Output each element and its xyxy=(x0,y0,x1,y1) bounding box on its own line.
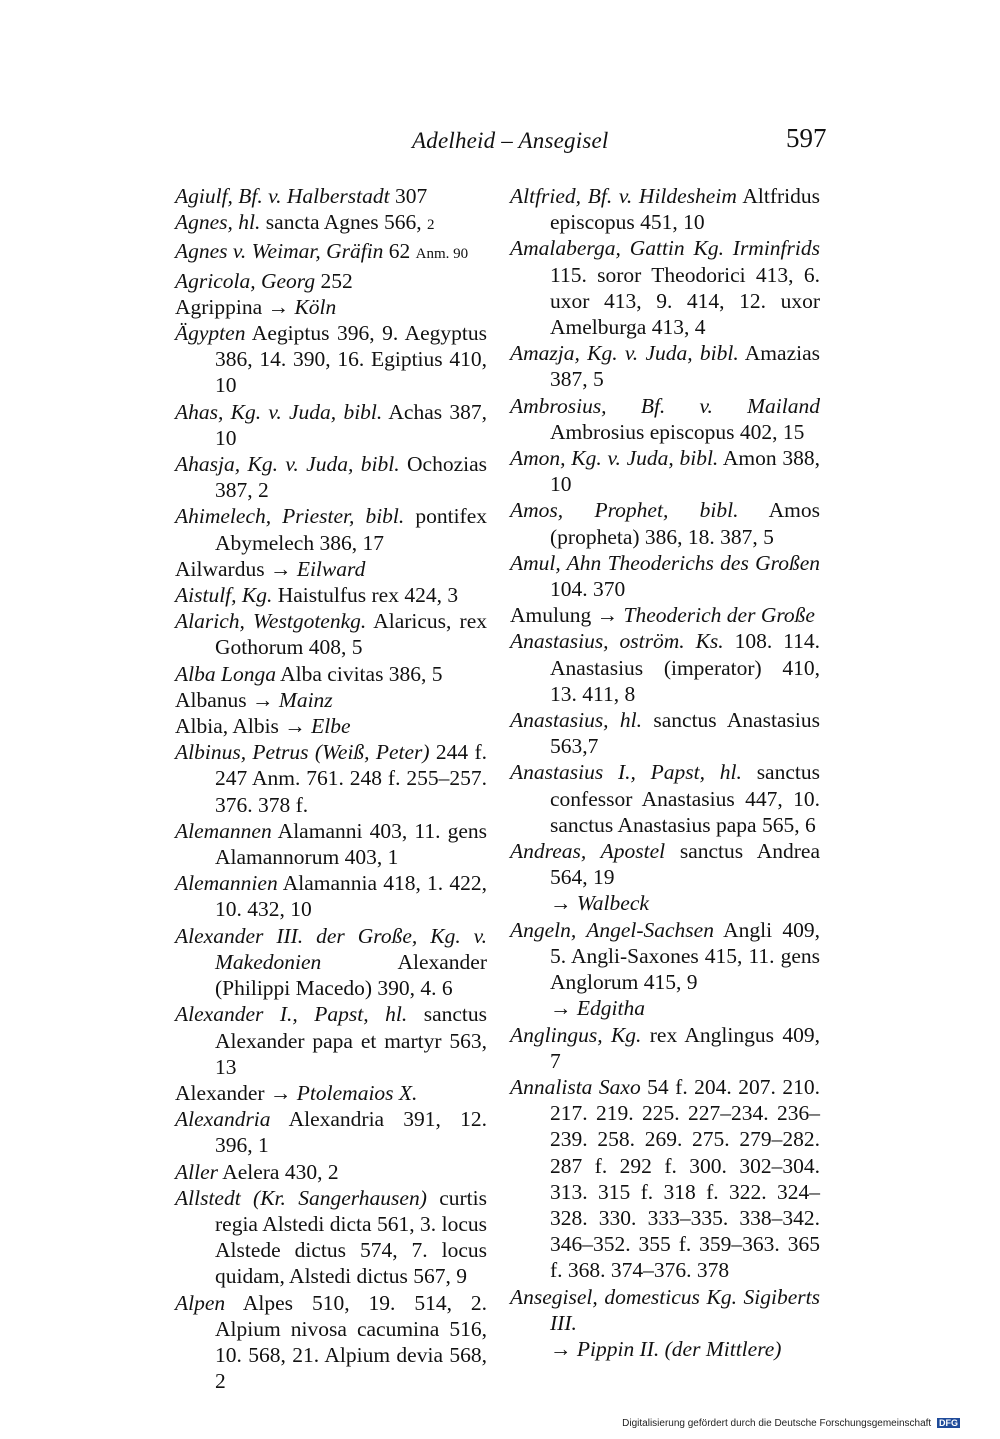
index-entry xyxy=(175,923,487,1002)
entry-references: Alamanni 403, 11. gens Alamannorum 403, 1 xyxy=(215,818,487,870)
index-entry xyxy=(175,608,487,660)
entry-references: Albia, Albis xyxy=(175,714,285,739)
index-entry xyxy=(510,759,820,838)
see-reference: Edgitha xyxy=(576,996,645,1021)
entry-heading: Amul, Ahn Theoderichs des Großen xyxy=(510,550,820,575)
entry-subreference: 2 xyxy=(427,217,435,234)
index-column-left xyxy=(175,183,487,1394)
entry-references: Alexander (Philippi Macedo) 390, 4. 6 xyxy=(215,949,487,1001)
entry-heading: Ahimelech, Priester, bibl. xyxy=(175,504,405,529)
entry-heading: Anglingus, Kg. xyxy=(510,1022,642,1047)
entry-heading: Allstedt (Kr. Sangerhausen) xyxy=(175,1185,427,1210)
entry-references: Alpes 510, 19. 514, 2. Alpium nivosa cacumina 516, 10. 568, 21. Alpium devia 568, 2 xyxy=(215,1290,487,1394)
index-entry xyxy=(175,870,487,922)
entry-references: sanctus Andrea 564, 19 xyxy=(550,839,820,890)
index-entry xyxy=(510,550,820,602)
entry-heading: Alarich, Westgotenkg. xyxy=(175,609,367,634)
entry-heading: Alexander III. der Große, Kg. v. Makedonien xyxy=(175,923,487,974)
entry-references: Achas 387, 10 xyxy=(215,399,488,450)
entry-references: Alexandria 391, 12. 396, 1 xyxy=(215,1107,487,1158)
index-entry xyxy=(175,294,487,320)
see-arrow: → xyxy=(596,603,624,628)
entry-heading: Alemannien xyxy=(175,871,278,896)
see-reference: Ptolemaios X. xyxy=(296,1080,418,1105)
entry-references: curtis regia Alstedi dicta 561, 3. locus Alstede dictus 574, 7. locus quidam, Alstedi dictus 567, 9 xyxy=(215,1185,487,1289)
entry-references: 62 xyxy=(383,239,416,264)
index-entry xyxy=(175,818,487,870)
index-entry xyxy=(510,838,820,890)
entry-references: sanctus Anastasius 563,7 xyxy=(550,708,820,759)
page-number: 597 xyxy=(786,123,827,153)
index-entry xyxy=(510,995,820,1021)
index-entry xyxy=(510,628,820,707)
entry-references: Aegiptus 396, 9. Aegyptus 386, 14. 390, 16. Egiptius 410, 10 xyxy=(215,321,487,398)
entry-heading: Altfried, Bf. v. Hildesheim xyxy=(510,184,737,208)
entry-heading: Agnes v. Weimar, Gräfin xyxy=(175,239,384,264)
entry-references: Alexander xyxy=(175,1080,270,1105)
entry-heading: Aistulf, Kg. xyxy=(175,583,273,608)
index-entry xyxy=(175,687,487,713)
index-entry xyxy=(510,445,820,497)
entry-heading: Anastasius, oström. Ks. xyxy=(510,629,724,654)
entry-heading: Albinus, Petrus (Weiß, Peter) xyxy=(175,740,430,765)
entry-heading: Ansegisel, domesticus Kg. Sigiberts III. xyxy=(510,1284,820,1335)
index-entry xyxy=(510,393,820,445)
index-column-right xyxy=(510,183,820,1362)
entry-heading: Amalaberga, Gattin Kg. Irminfrids xyxy=(510,236,820,261)
index-entry xyxy=(175,399,487,451)
entry-heading: Amos, Prophet, bibl. xyxy=(510,498,739,523)
see-arrow: → xyxy=(550,996,577,1021)
index-entry xyxy=(175,713,487,739)
see-reference: Walbeck xyxy=(576,891,649,916)
entry-references: Ambrosius episcopus 402, 15 xyxy=(550,419,805,444)
entry-references: Ochozias 387, 2 xyxy=(215,452,487,503)
entry-references: Alamannia 418, 1. 422, 10. 432, 10 xyxy=(215,871,487,922)
entry-references: 307 xyxy=(389,184,428,208)
entry-heading: Alexander I., Papst, hl. xyxy=(175,1002,408,1027)
entry-heading: Agiulf, Bf. v. Halberstadt xyxy=(175,184,390,208)
index-entry xyxy=(510,183,820,235)
entry-references: Amon 388, 10 xyxy=(550,446,820,497)
entry-references: pontifex Abymelech 386, 17 xyxy=(215,504,487,555)
entry-references: 252 xyxy=(315,268,353,293)
entry-references: Alaricus, rex Gothorum 408, 5 xyxy=(215,609,487,660)
index-entry xyxy=(175,739,487,818)
index-entry xyxy=(175,238,487,267)
entry-heading: Ahas, Kg. v. Juda, bibl. xyxy=(175,399,383,424)
see-arrow: → xyxy=(284,714,312,739)
see-arrow: → xyxy=(550,891,577,916)
index-entry xyxy=(175,582,487,608)
entry-references: 244 f. 247 Anm. 761. 248 f. 255–257. 376. 378 f. xyxy=(215,740,487,817)
footer-credit xyxy=(622,1418,960,1429)
index-entry xyxy=(175,1290,487,1395)
index-entry xyxy=(175,320,487,399)
index-entry xyxy=(510,1284,820,1336)
entry-references: Amos (propheta) 386, 18. 387, 5 xyxy=(550,498,820,549)
entry-heading: Anastasius I., Papst, hl. xyxy=(510,760,742,785)
entry-heading: Agricola, Georg xyxy=(175,268,316,293)
entry-heading: Ägypten xyxy=(175,321,246,346)
entry-heading: Agnes, hl. xyxy=(175,210,261,235)
entry-heading: Amazja, Kg. v. Juda, bibl. xyxy=(510,341,739,366)
entry-references: sancta Agnes 566, xyxy=(260,210,427,235)
index-entry xyxy=(510,235,820,340)
index-entry xyxy=(175,1080,487,1106)
entry-references: sanctus Alexander papa et martyr 563, 13 xyxy=(215,1002,487,1079)
entry-references: Alba civitas 386, 5 xyxy=(275,661,443,686)
entry-heading: Ahasja, Kg. v. Juda, bibl. xyxy=(175,452,400,477)
entry-heading: Annalista Saxo xyxy=(510,1074,641,1099)
entry-heading: Amon, Kg. v. Juda, bibl. xyxy=(510,446,719,471)
index-entry xyxy=(510,497,820,549)
running-head: Adelheid – Ansegisel xyxy=(412,128,609,153)
index-entry xyxy=(510,1022,820,1074)
entry-heading: Aller xyxy=(175,1159,218,1184)
see-arrow: → xyxy=(269,556,297,581)
index-entry xyxy=(175,451,487,503)
entry-references: Altfridus episcopus 451, 10 xyxy=(550,184,820,235)
entry-heading: Andreas, Apostel xyxy=(510,839,666,864)
see-arrow: → xyxy=(550,1336,577,1361)
entry-heading: Anastasius, hl. xyxy=(510,708,643,733)
dfg-logo: DFG xyxy=(939,1418,958,1428)
entry-references: 108. 114. Anastasius (imperator) 410, 13. 411, 8 xyxy=(550,629,821,706)
entry-heading: Alexandria xyxy=(175,1107,271,1132)
entry-subreference: Anm. 90 xyxy=(415,246,469,263)
entry-references: 104. 370 xyxy=(550,577,626,602)
index-entry xyxy=(175,503,487,555)
entry-references: 115. soror Theodorici 413, 6. uxor 413, 9. 414, 12. uxor Amelburga 413, 4 xyxy=(550,262,820,340)
index-entry xyxy=(510,890,820,916)
see-arrow: → xyxy=(269,1080,297,1105)
entry-references: Amazias 387, 5 xyxy=(550,341,820,392)
index-entry xyxy=(175,1159,487,1185)
entry-heading: Alpen xyxy=(175,1290,226,1315)
entry-references: Albanus xyxy=(175,687,253,712)
entry-heading: Alba Longa xyxy=(175,661,276,686)
index-entry xyxy=(175,1185,487,1290)
see-reference: Elbe xyxy=(311,714,351,739)
see-reference: Eilward xyxy=(296,556,366,581)
index-entry xyxy=(175,556,487,582)
see-arrow: → xyxy=(252,687,279,712)
see-reference: Mainz xyxy=(278,687,333,712)
index-entry xyxy=(510,602,820,628)
entry-references: Haistulfus rex 424, 3 xyxy=(272,583,459,608)
index-entry xyxy=(510,340,820,392)
index-entry xyxy=(510,917,820,996)
see-arrow: → xyxy=(267,294,295,319)
index-entry xyxy=(175,1106,487,1158)
index-entry xyxy=(510,707,820,759)
see-reference: Pippin II. (der Mittlere) xyxy=(576,1336,782,1361)
entry-references: Ailwardus xyxy=(175,556,270,581)
entry-heading: Ambrosius, Bf. v. Mailand xyxy=(510,393,820,418)
entry-references: Agrippina xyxy=(175,294,268,319)
entry-references: rex Anglingus 409, 7 xyxy=(550,1022,820,1073)
index-entry xyxy=(175,209,487,238)
index-entry xyxy=(175,268,487,294)
index-entry xyxy=(510,1336,820,1362)
entry-heading: Alemannen xyxy=(175,818,272,843)
index-entry xyxy=(175,1001,487,1080)
entry-heading: Angeln, Angel-Sachsen xyxy=(510,917,714,942)
entry-references: Angli 409, 5. Angli-Saxones 415, 11. gens Anglorum 415, 9 xyxy=(550,917,820,995)
footer-text: Digitalisierung gefördert durch die Deutsche Forschungsgemeinschaft xyxy=(622,1418,932,1429)
entry-references: Aelera 430, 2 xyxy=(218,1159,339,1184)
see-reference: Köln xyxy=(294,294,337,319)
entry-references: 54 f. 204. 207. 210. 217. 219. 225. 227–234. 236–239. 258. 269. 275. 279–282. 287 f. 292 f. 300. 302–304. 313. 315 f. 318 f. 322. 324–328. 330. 333–335. 338–342. 346–352. 355 f. 359–363. 365 f. 368. 374–376. 378 xyxy=(550,1074,820,1283)
entry-references: sanctus confessor Anastasius 447, 10. sanctus Anastasius papa 565, 6 xyxy=(550,760,820,837)
index-entry xyxy=(175,183,487,209)
entry-references: Amulung xyxy=(510,603,597,628)
see-reference: Theoderich der Große xyxy=(623,603,815,628)
index-entry xyxy=(510,1074,820,1284)
index-entry xyxy=(175,661,487,687)
